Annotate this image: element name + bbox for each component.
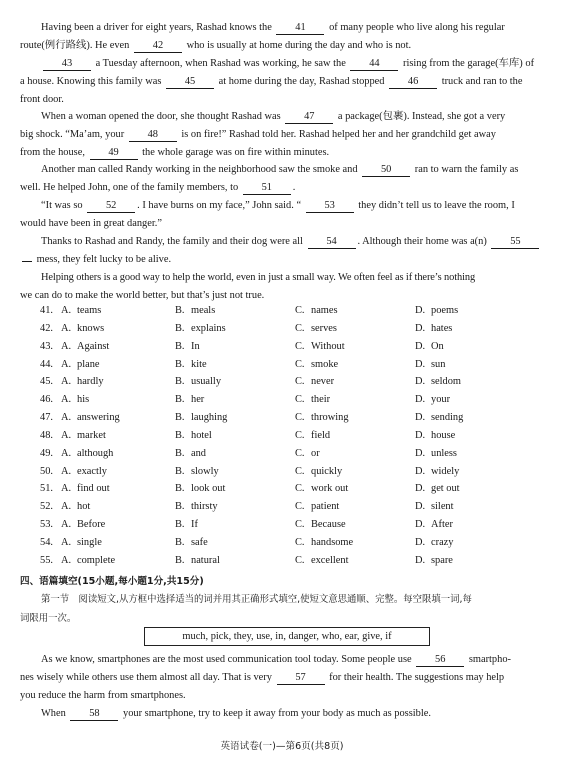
option-letter: D.: [415, 322, 426, 334]
option-text: unless: [431, 447, 457, 459]
option-a: [40, 302, 101, 319]
text: . I have burns on my face,” John said. “: [137, 200, 302, 211]
option-text: hardly: [77, 376, 104, 388]
option-text: laughing: [191, 412, 228, 424]
blank-46: 46: [389, 76, 437, 89]
option-letter: A.: [61, 465, 72, 477]
option-d: [415, 516, 453, 533]
option-b: [175, 445, 206, 462]
option-row: [40, 391, 540, 409]
option-c: [295, 498, 339, 515]
option-letter: A.: [61, 322, 72, 334]
option-letter: D.: [415, 536, 426, 548]
option-b: [175, 356, 207, 373]
question-number: 50.: [40, 465, 53, 477]
blank-45: 45: [166, 76, 214, 89]
option-letter: A.: [61, 305, 72, 316]
option-letter: A.: [61, 483, 72, 495]
option-letter: A.: [61, 358, 72, 370]
option-text: natural: [191, 554, 220, 566]
option-letter: B.: [175, 465, 185, 477]
question-number: 41.: [40, 305, 53, 316]
text: Another man called Randy working in the neighborhood saw the smoke and: [41, 164, 358, 175]
option-text: your: [431, 394, 451, 406]
option-letter: C.: [295, 501, 305, 513]
option-text: widely: [431, 465, 460, 477]
option-b: [175, 320, 226, 337]
passage-paragraph-4: [20, 161, 540, 197]
blank-50: 50: [362, 164, 410, 177]
text: at home during the day, Rashad stopped: [218, 76, 385, 87]
option-text: her: [191, 394, 205, 406]
option-a: [40, 480, 110, 497]
text: is on fire!” Rashad told her. Rashad helped her and her grandchild get away: [181, 129, 496, 140]
option-text: teams: [77, 305, 102, 316]
option-c: [295, 552, 349, 569]
text: we can do to make the world better, but that’s just not true.: [20, 290, 265, 301]
option-letter: D.: [415, 501, 426, 513]
option-text: usually: [191, 376, 222, 388]
text: When a woman opened the door, she thought Rashad was: [41, 111, 281, 122]
text: a house. Knowing this family was: [20, 76, 162, 87]
option-text: exactly: [77, 465, 107, 477]
option-a: [40, 498, 90, 515]
option-d: [415, 356, 445, 373]
section-heading: 四、语篇填空(15小题,每小题1分,共15分): [20, 576, 204, 587]
option-row: [40, 356, 540, 374]
option-c: [295, 409, 349, 426]
option-letter: A.: [61, 429, 72, 441]
text: nes wisely while others use them almost all day. That is very: [20, 672, 272, 683]
blank-52: 52: [87, 200, 135, 213]
option-text: work out: [311, 483, 349, 495]
option-c: [295, 516, 346, 533]
question-number: 46.: [40, 394, 53, 406]
passage-paragraph-7: [20, 269, 540, 305]
option-letter: C.: [295, 554, 305, 566]
option-text: house: [431, 429, 456, 441]
text: the whole garage was on fire within minutes.: [142, 147, 330, 158]
option-row: [40, 338, 540, 356]
text: front door.: [20, 94, 64, 105]
option-text: kite: [191, 358, 207, 370]
option-d: [415, 338, 444, 355]
option-text: seldom: [431, 376, 462, 388]
option-a: [40, 552, 115, 569]
option-text: Because: [311, 519, 346, 531]
option-row: [40, 302, 540, 320]
text: your smartphone, try to keep it away from your body as much as possible.: [123, 708, 431, 719]
word-box: much, pick, they, use, in, danger, who, ear, give, if: [144, 627, 430, 646]
option-d: [415, 552, 453, 569]
text: “It was so: [41, 200, 83, 211]
option-letter: D.: [415, 554, 426, 566]
option-text: names: [311, 305, 338, 316]
option-letter: D.: [415, 358, 426, 370]
blank-55: 55: [491, 236, 539, 249]
option-text: spare: [431, 554, 453, 566]
text: would have been in great danger.”: [20, 218, 162, 229]
option-letter: B.: [175, 412, 185, 424]
option-letter: B.: [175, 358, 185, 370]
option-text: If: [191, 519, 198, 531]
option-c: [295, 373, 334, 390]
option-text: hates: [431, 322, 453, 334]
option-text: market: [77, 429, 106, 441]
question-number: 43.: [40, 340, 53, 352]
option-c: [295, 391, 330, 408]
option-text: Against: [77, 340, 110, 352]
option-text: On: [431, 340, 444, 352]
option-d: [415, 409, 463, 426]
instruction-line: 第一节 阅读短文,从方框中选择适当的词并用其正确形式填空,使短文意思通顺、完整。每空限填一词,每: [41, 594, 472, 605]
option-a: [40, 338, 109, 355]
option-letter: B.: [175, 536, 185, 548]
option-d: [415, 480, 460, 497]
blank-53: 53: [306, 200, 354, 213]
option-text: slowly: [191, 465, 219, 477]
option-row: [40, 552, 540, 570]
option-row: [40, 516, 540, 534]
blank-44: 44: [350, 58, 398, 71]
option-b: [175, 427, 212, 444]
option-a: [40, 427, 106, 444]
text: Thanks to Rashad and Randy, the family and their dog were all: [41, 236, 303, 247]
text: Helping others is a good way to help the world, even in just a small way. We often feel as if there’s nothing: [41, 272, 476, 283]
option-letter: A.: [61, 394, 72, 406]
option-letter: A.: [61, 412, 72, 424]
option-letter: B.: [175, 429, 185, 441]
option-b: [175, 534, 208, 551]
option-text: single: [77, 536, 102, 548]
option-c: [295, 463, 342, 480]
option-letter: A.: [61, 536, 72, 548]
option-letter: C.: [295, 358, 305, 370]
text: truck and ran to the: [441, 76, 523, 87]
option-text: Without: [311, 340, 345, 352]
option-letter: C.: [295, 322, 305, 334]
option-letter: B.: [175, 340, 185, 352]
text: you reduce the harm from smartphones.: [20, 690, 186, 701]
option-text: his: [77, 394, 90, 406]
passage-paragraph-1: [20, 19, 540, 55]
option-text: safe: [191, 536, 208, 548]
text: mess, they felt lucky to be alive.: [36, 254, 172, 265]
blank-48: 48: [129, 129, 177, 142]
option-text: In: [191, 340, 200, 352]
passage-paragraph-5: [20, 197, 540, 233]
option-d: [415, 373, 461, 390]
text: route(例行路线). He even: [20, 40, 130, 51]
passage-paragraph-3: [20, 108, 540, 162]
text: a Tuesday afternoon, when Rashad was working, he saw the: [95, 58, 346, 69]
question-number: 45.: [40, 376, 53, 388]
option-text: meals: [191, 305, 216, 316]
option-d: [415, 534, 454, 551]
option-letter: C.: [295, 447, 305, 459]
option-b: [175, 409, 227, 426]
option-d: [415, 391, 450, 408]
option-a: [40, 373, 104, 390]
text: of many people who live along his regular: [329, 22, 505, 33]
text: from the house,: [20, 147, 85, 158]
blank-51: 51: [243, 182, 291, 195]
question-number: 55.: [40, 554, 53, 566]
question-number: 47.: [40, 412, 53, 424]
option-c: [295, 338, 345, 355]
option-row: [40, 445, 540, 463]
option-letter: C.: [295, 519, 305, 531]
option-text: get out: [431, 483, 460, 495]
option-letter: D.: [415, 465, 426, 477]
text: they didn’t tell us to leave the room, I: [358, 200, 515, 211]
option-c: [295, 427, 330, 444]
question-number: 52.: [40, 501, 53, 513]
question-number: 48.: [40, 429, 53, 441]
option-text: their: [311, 394, 331, 406]
option-row: [40, 409, 540, 427]
option-b: [175, 480, 225, 497]
option-letter: A.: [61, 340, 72, 352]
option-text: poems: [431, 305, 459, 316]
section-passage-paragraph-2: [20, 705, 540, 723]
option-b: [175, 338, 200, 355]
blank-54: 54: [308, 236, 356, 249]
option-d: [415, 320, 452, 337]
option-text: silent: [431, 501, 454, 513]
option-text: answering: [77, 412, 120, 424]
section-passage-paragraph-1: [20, 651, 540, 705]
option-b: [175, 302, 215, 319]
text: rising from the garage(车库) of: [403, 58, 535, 69]
option-letter: D.: [415, 340, 426, 352]
option-letter: D.: [415, 447, 426, 459]
option-a: [40, 534, 102, 551]
option-letter: B.: [175, 394, 185, 406]
option-a: [40, 409, 120, 426]
option-letter: C.: [295, 340, 305, 352]
option-b: [175, 498, 218, 515]
option-row: [40, 320, 540, 338]
option-text: complete: [77, 554, 116, 566]
option-text: knows: [77, 322, 105, 334]
text: ran to warn the family as: [414, 164, 519, 175]
option-letter: A.: [61, 447, 72, 459]
blank-49: 49: [90, 147, 138, 160]
option-letter: D.: [415, 412, 426, 424]
option-letter: D.: [415, 519, 426, 531]
option-letter: B.: [175, 305, 185, 316]
option-letter: D.: [415, 394, 426, 406]
option-b: [175, 552, 220, 569]
option-text: crazy: [431, 536, 454, 548]
option-letter: C.: [295, 305, 305, 316]
question-number: 49.: [40, 447, 53, 459]
blank-56: 56: [416, 654, 464, 667]
option-text: although: [77, 447, 114, 459]
option-row: [40, 427, 540, 445]
option-d: [415, 302, 458, 319]
option-letter: B.: [175, 322, 185, 334]
passage-paragraph-2: [20, 55, 540, 109]
option-c: [295, 480, 348, 497]
option-c: [295, 534, 353, 551]
option-letter: D.: [415, 305, 426, 316]
option-b: [175, 463, 219, 480]
option-c: [295, 356, 338, 373]
option-text: never: [311, 376, 335, 388]
option-text: or: [311, 447, 320, 459]
option-text: explains: [191, 322, 226, 334]
text: . Although their home was a(n): [357, 236, 487, 247]
option-letter: C.: [295, 394, 305, 406]
option-letter: B.: [175, 519, 185, 531]
question-number: 53.: [40, 519, 53, 531]
option-text: smoke: [311, 358, 339, 370]
text: smartpho-: [468, 654, 511, 665]
blank-58: 58: [70, 708, 118, 721]
option-a: [40, 445, 113, 462]
option-text: throwing: [311, 412, 349, 424]
option-b: [175, 373, 221, 390]
blank-41: 41: [276, 22, 324, 35]
option-text: After: [431, 519, 453, 531]
option-text: quickly: [311, 465, 343, 477]
option-text: handsome: [311, 536, 354, 548]
answer-options: [40, 302, 540, 570]
question-number: 54.: [40, 536, 53, 548]
option-text: hotel: [191, 429, 212, 441]
option-c: [295, 320, 337, 337]
option-d: [415, 445, 457, 462]
blank-43: 43: [43, 58, 91, 71]
section-instructions: [20, 590, 540, 628]
option-c: [295, 445, 320, 462]
option-letter: A.: [61, 376, 72, 388]
option-row: [40, 534, 540, 552]
text: .: [292, 182, 296, 193]
option-letter: B.: [175, 483, 185, 495]
text: As we know, smartphones are the most used communication tool today. Some people use: [41, 654, 412, 665]
page-footer: 英语试卷(一)—第6页(共8页): [220, 741, 344, 752]
option-letter: B.: [175, 376, 185, 388]
text: big shock. “Ma’am, your: [20, 129, 125, 140]
option-text: find out: [77, 483, 110, 495]
passage-paragraph-6: [20, 233, 540, 269]
text: who is usually at home during the day and who is not.: [186, 40, 412, 51]
option-text: sending: [431, 412, 464, 424]
option-letter: B.: [175, 554, 185, 566]
option-b: [175, 391, 204, 408]
option-letter: D.: [415, 429, 426, 441]
blank-47: 47: [285, 111, 333, 124]
option-a: [40, 320, 104, 337]
option-text: hot: [77, 501, 91, 513]
option-letter: B.: [175, 447, 185, 459]
option-row: [40, 498, 540, 516]
option-d: [415, 427, 455, 444]
text: a package(包裹). Instead, she got a very: [337, 111, 506, 122]
option-letter: A.: [61, 519, 72, 531]
option-b: [175, 516, 198, 533]
option-row: [40, 373, 540, 391]
option-text: Before: [77, 519, 106, 531]
option-row: [40, 480, 540, 498]
option-a: [40, 391, 89, 408]
option-text: plane: [77, 358, 100, 370]
text: well. He helped John, one of the family members, to: [20, 182, 239, 193]
option-letter: C.: [295, 376, 305, 388]
option-letter: C.: [295, 429, 305, 441]
question-number: 44.: [40, 358, 53, 370]
option-letter: C.: [295, 483, 305, 495]
option-row: [40, 463, 540, 481]
option-text: serves: [311, 322, 337, 334]
option-text: look out: [191, 483, 226, 495]
option-text: sun: [431, 358, 446, 370]
option-text: and: [191, 447, 207, 459]
blank-57: 57: [277, 672, 325, 685]
option-a: [40, 463, 107, 480]
option-text: patient: [311, 501, 340, 513]
option-letter: D.: [415, 483, 426, 495]
option-text: thirsty: [191, 501, 218, 513]
option-letter: C.: [295, 412, 305, 424]
option-d: [415, 498, 454, 515]
question-number: 42.: [40, 322, 53, 334]
instruction-line: 词限用一次。: [20, 613, 77, 624]
option-letter: D.: [415, 376, 426, 388]
option-letter: C.: [295, 536, 305, 548]
text: Having been a driver for eight years, Rashad knows the: [41, 22, 272, 33]
option-letter: A.: [61, 554, 72, 566]
option-letter: B.: [175, 501, 185, 513]
option-a: [40, 356, 100, 373]
option-a: [40, 516, 105, 533]
option-letter: A.: [61, 501, 72, 513]
option-letter: C.: [295, 465, 305, 477]
text: When: [41, 708, 66, 719]
option-text: field: [311, 429, 331, 441]
blank-42: 42: [134, 40, 182, 53]
text: for their health. The suggestions may help: [329, 672, 505, 683]
question-number: 51.: [40, 483, 53, 495]
option-text: excellent: [311, 554, 349, 566]
blank-55-continuation: [22, 261, 32, 262]
option-c: [295, 302, 338, 319]
option-d: [415, 463, 459, 480]
